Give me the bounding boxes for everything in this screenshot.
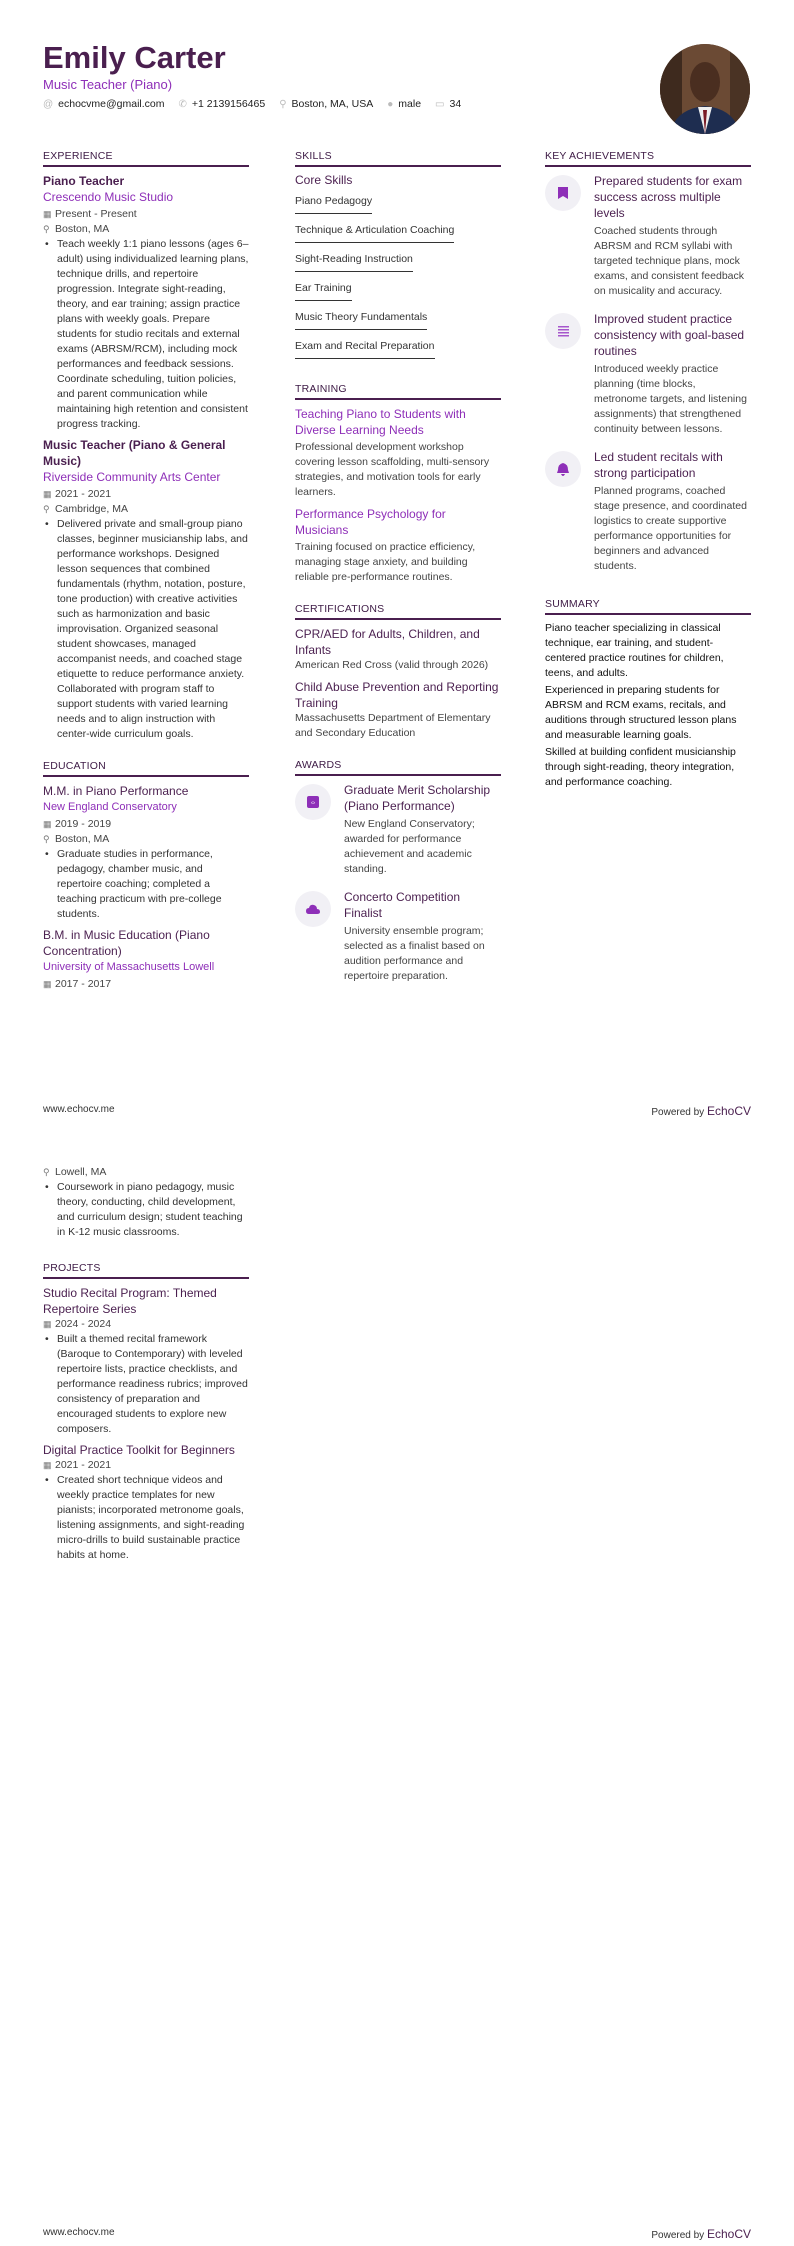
section-heading: SKILLS	[295, 150, 501, 167]
summary-paragraph: Experienced in preparing students for ABRSM and RCM exams, recitals, and auditions through structured lesson plans and measurable learning goals.	[545, 684, 737, 741]
skill-item: Sight-Reading Instruction	[295, 253, 413, 272]
training-section	[295, 383, 501, 585]
training-desc: Professional development workshop covering lesson scaffolding, multi-sensory strategies, and motivation tools for early learners.	[295, 441, 490, 498]
bullet: • Built a themed recital framework (Baroque to Contemporary) with leveled repertoire lists, practice checklists, and performance readiness rubrics; improved consistency of preparation and encouraged students to explore new composers.	[43, 1332, 249, 1437]
summary-paragraph: Piano teacher specializing in classical technique, ear training, and student-centered practice routines for children, teens, and adults.	[545, 622, 724, 679]
candidate-name: Emily Carter	[43, 40, 226, 75]
training-title: Teaching Piano to Students with Diverse Learning Needs	[295, 407, 466, 437]
calendar-icon: ▦	[43, 819, 52, 829]
cert-issuer: American Red Cross (valid through 2026)	[295, 659, 489, 671]
certifications-section	[295, 603, 501, 741]
contact-row	[43, 98, 461, 110]
skill-item: Ear Training	[295, 282, 352, 301]
location-icon: ⚲	[279, 99, 287, 110]
skill-item: Technique & Articulation Coaching	[295, 224, 454, 243]
section-heading: EXPERIENCE	[43, 150, 249, 167]
bullet: • Graduate studies in performance, pedagogy, chamber music, and repertoire coaching; completed a teaching practicum with pre-college students.	[43, 847, 249, 922]
project-item: Studio Recital Program: Themed Repertoire Series ▦ 2024 - 2024 • Built a themed recital framework (Baroque to Contemporary) with leveled repertoire lists, practice checklists, and performance readiness rubrics; improved consistency of preparation and encouraged students to explore new composers.	[43, 1285, 249, 1437]
degree: M.M. in Piano Performance	[43, 784, 189, 798]
footer-powered: Powered by EchoCV	[651, 1104, 751, 1118]
contact-age: ▭ 34	[435, 98, 462, 110]
job-title: Piano Teacher	[43, 174, 125, 188]
person-icon: ●	[387, 99, 394, 110]
summary-paragraph: Skilled at building confident musicianship through sight-reading, theory integration, and performance coaching.	[545, 746, 736, 788]
bullet: • Coursework in piano pedagogy, music theory, conducting, child development, and curriculum design; student teaching in K-12 music classrooms.	[43, 1180, 249, 1240]
training-desc: Training focused on practice efficiency, managing stage anxiety, and building reliable pre-performance routines.	[295, 541, 476, 583]
skill-item: Exam and Recital Preparation	[295, 340, 435, 359]
school: New England Conservatory	[43, 801, 177, 813]
project-title: Studio Recital Program: Themed Repertoire Series	[43, 1286, 217, 1316]
section-heading: SUMMARY	[545, 598, 751, 615]
skill-item: Music Theory Fundamentals	[295, 311, 427, 330]
company: Riverside Community Arts Center	[43, 470, 221, 484]
page-2	[0, 1123, 794, 2246]
bell-icon	[545, 451, 581, 487]
calendar-icon: ▭	[435, 99, 445, 110]
footer-site-link[interactable]: www.echocv.me	[43, 1104, 115, 1115]
calendar-icon: ▦	[43, 209, 52, 219]
school: University of Massachusetts Lowell	[43, 961, 215, 973]
experience-item: Piano Teacher Crescendo Music Studio ▦ Present - Present ⚲ Boston, MA • Teach weekly 1:1 piano lessons (ages 6–adult) using individualized learning plans, technique drills, and repertoire progression. Integrate sight-reading, theory, and ear training; assign practice plans with weekly goals. Prepare students for studio recitals and external exams (ABRSM/RCM), including mock performances and feedback sessions. Coordinate scheduling, tuition policies, and parent communication while maintaining high retention and consistent progress tracking.	[43, 173, 249, 432]
location-icon: ⚲	[43, 504, 50, 514]
award-item: Concerto Competition Finalist University ensemble program; selected as a finalist based on audition performance and repertoire preparation.	[295, 889, 501, 990]
bullet: • Created short technique videos and weekly practice templates for new pianists; incorporated metronome goals, listening assignments, and sight-reading micro-drills to build sustainable practice habits at home.	[43, 1473, 249, 1563]
footer-powered: Powered by EchoCV	[651, 2227, 751, 2241]
calendar-icon: ▦	[43, 1319, 52, 1329]
svg-text:‹›: ‹›	[311, 800, 315, 807]
section-heading: CERTIFICATIONS	[295, 603, 501, 620]
section-heading: TRAINING	[295, 383, 501, 400]
achievement-item: Improved student practice consistency with goal-based routines Introduced weekly practice planning (time blocks, metronome targets, and listening assignments) that strengthened continuity between lessons.	[545, 311, 751, 443]
section-heading: AWARDS	[295, 759, 501, 776]
experience-section	[43, 150, 249, 742]
code-icon	[295, 784, 331, 820]
contact-email: @ echocvme@gmail.com	[43, 98, 165, 110]
phone-icon: ✆	[178, 99, 187, 110]
education-item: M.M. in Piano Performance New England Conservatory ▦ 2019 - 2019 ⚲ Boston, MA • Graduate studies in performance, pedagogy, chamber music, and repertoire coaching; completed a teaching practicum with pre-college students.	[43, 783, 249, 922]
list-icon	[545, 313, 581, 349]
cert-issuer: Massachusetts Department of Elementary and Secondary Education	[295, 712, 491, 739]
achievement-item: Prepared students for exam success across multiple levels Coached students through ABRSM and RCM syllabi with targeted technique plans, mock exams, and consistent feedback on musicality and accuracy.	[545, 173, 751, 305]
achievements-section	[545, 150, 751, 580]
project-title: Digital Practice Toolkit for Beginners	[43, 1443, 235, 1457]
location-icon: ⚲	[43, 224, 50, 234]
company: Crescendo Music Studio	[43, 190, 174, 204]
education-section	[43, 760, 249, 992]
cert-title: Child Abuse Prevention and Reporting Training	[295, 680, 499, 710]
section-heading: PROJECTS	[43, 1262, 249, 1279]
location-icon: ⚲	[43, 1167, 50, 1177]
degree: B.M. in Music Education (Piano Concentration)	[43, 928, 210, 958]
bullet: • Delivered private and small-group piano classes, beginner musicianship labs, and performance workshops. Designed lesson sequences that combined fundamentals (rhythm, notation, posture, tone production) with creative activities such as harmonization and basic improvisation. Organized seasonal student showcases, managed accompanist needs, and coached stage etiquette to reduce performance anxiety. Collaborated with program staff to support students with varied learning needs and to align instruction with center-wide curriculum goals.	[43, 517, 249, 742]
contact-phone: ✆ +1 2139156465	[178, 98, 266, 110]
location-icon: ⚲	[43, 834, 50, 844]
at-icon: @	[43, 99, 54, 110]
projects-section	[43, 1262, 249, 1563]
training-title: Performance Psychology for Musicians	[295, 507, 446, 537]
education-continued: ⚲ Lowell, MA • Coursework in piano pedagogy, music theory, conducting, child development, and curriculum design; student teaching in K-12 music classrooms.	[43, 1165, 249, 1240]
summary-section	[545, 598, 751, 790]
calendar-icon: ▦	[43, 489, 52, 499]
section-heading: EDUCATION	[43, 760, 249, 777]
job-title: Music Teacher (Piano & General Music)	[43, 438, 226, 468]
cloud-icon	[295, 891, 331, 927]
skill-item: Piano Pedagogy	[295, 195, 372, 214]
education-item: B.M. in Music Education (Piano Concentration) University of Massachusetts Lowell ▦ 2017 - 2017	[43, 927, 249, 992]
footer-site-link[interactable]: www.echocv.me	[43, 2227, 115, 2238]
section-heading: KEY ACHIEVEMENTS	[545, 150, 751, 167]
achievement-item: Led student recitals with strong participation Planned programs, coached stage presence, and coordinated logistics to create supportive performance opportunities for beginners and advanced students.	[545, 449, 751, 580]
bookmark-icon	[545, 175, 581, 211]
project-item: Digital Practice Toolkit for Beginners ▦ 2021 - 2021 • Created short technique videos and weekly practice templates for new pianists; incorporated metronome goals, listening assignments, and sight-reading micro-drills to build sustainable practice habits at home.	[43, 1442, 249, 1563]
contact-gender: ● male	[387, 98, 422, 110]
award-item: ‹› Graduate Merit Scholarship (Piano Performance) New England Conservatory; awarded for performance achievement and academic standing.	[295, 782, 501, 883]
candidate-title: Music Teacher (Piano)	[43, 77, 173, 92]
contact-location: ⚲ Boston, MA, USA	[279, 98, 374, 110]
calendar-icon: ▦	[43, 979, 52, 989]
skills-section	[295, 150, 501, 365]
experience-item: Music Teacher (Piano & General Music) Riverside Community Arts Center ▦ 2021 - 2021 ⚲ Cambridge, MA • Delivered private and small-group piano classes, beginner musicianship labs, and performance workshops. Designed lesson sequences that combined fundamentals (rhythm, notation, posture, tone production) with creative activities such as harmonization and basic improvisation. Organized seasonal student showcases, managed accompanist needs, and coached stage etiquette to reduce performance anxiety. Collaborated with program staff to support students with varied learning needs and to align instruction with center-wide curriculum goals.	[43, 437, 249, 742]
avatar	[660, 44, 750, 134]
awards-section	[295, 759, 501, 990]
bullet: • Teach weekly 1:1 piano lessons (ages 6–adult) using individualized learning plans, technique drills, and repertoire progression. Integrate sight-reading, theory, and ear training; assign practice plans with weekly goals. Prepare students for studio recitals and external exams (ABRSM/RCM), including mock performances and feedback sessions. Coordinate scheduling, tuition policies, and parent communication while maintaining high retention and consistent progress tracking.	[43, 237, 249, 432]
cert-title: CPR/AED for Adults, Children, and Infants	[295, 627, 480, 657]
calendar-icon: ▦	[43, 1460, 52, 1470]
skill-group: Core Skills	[295, 173, 353, 187]
